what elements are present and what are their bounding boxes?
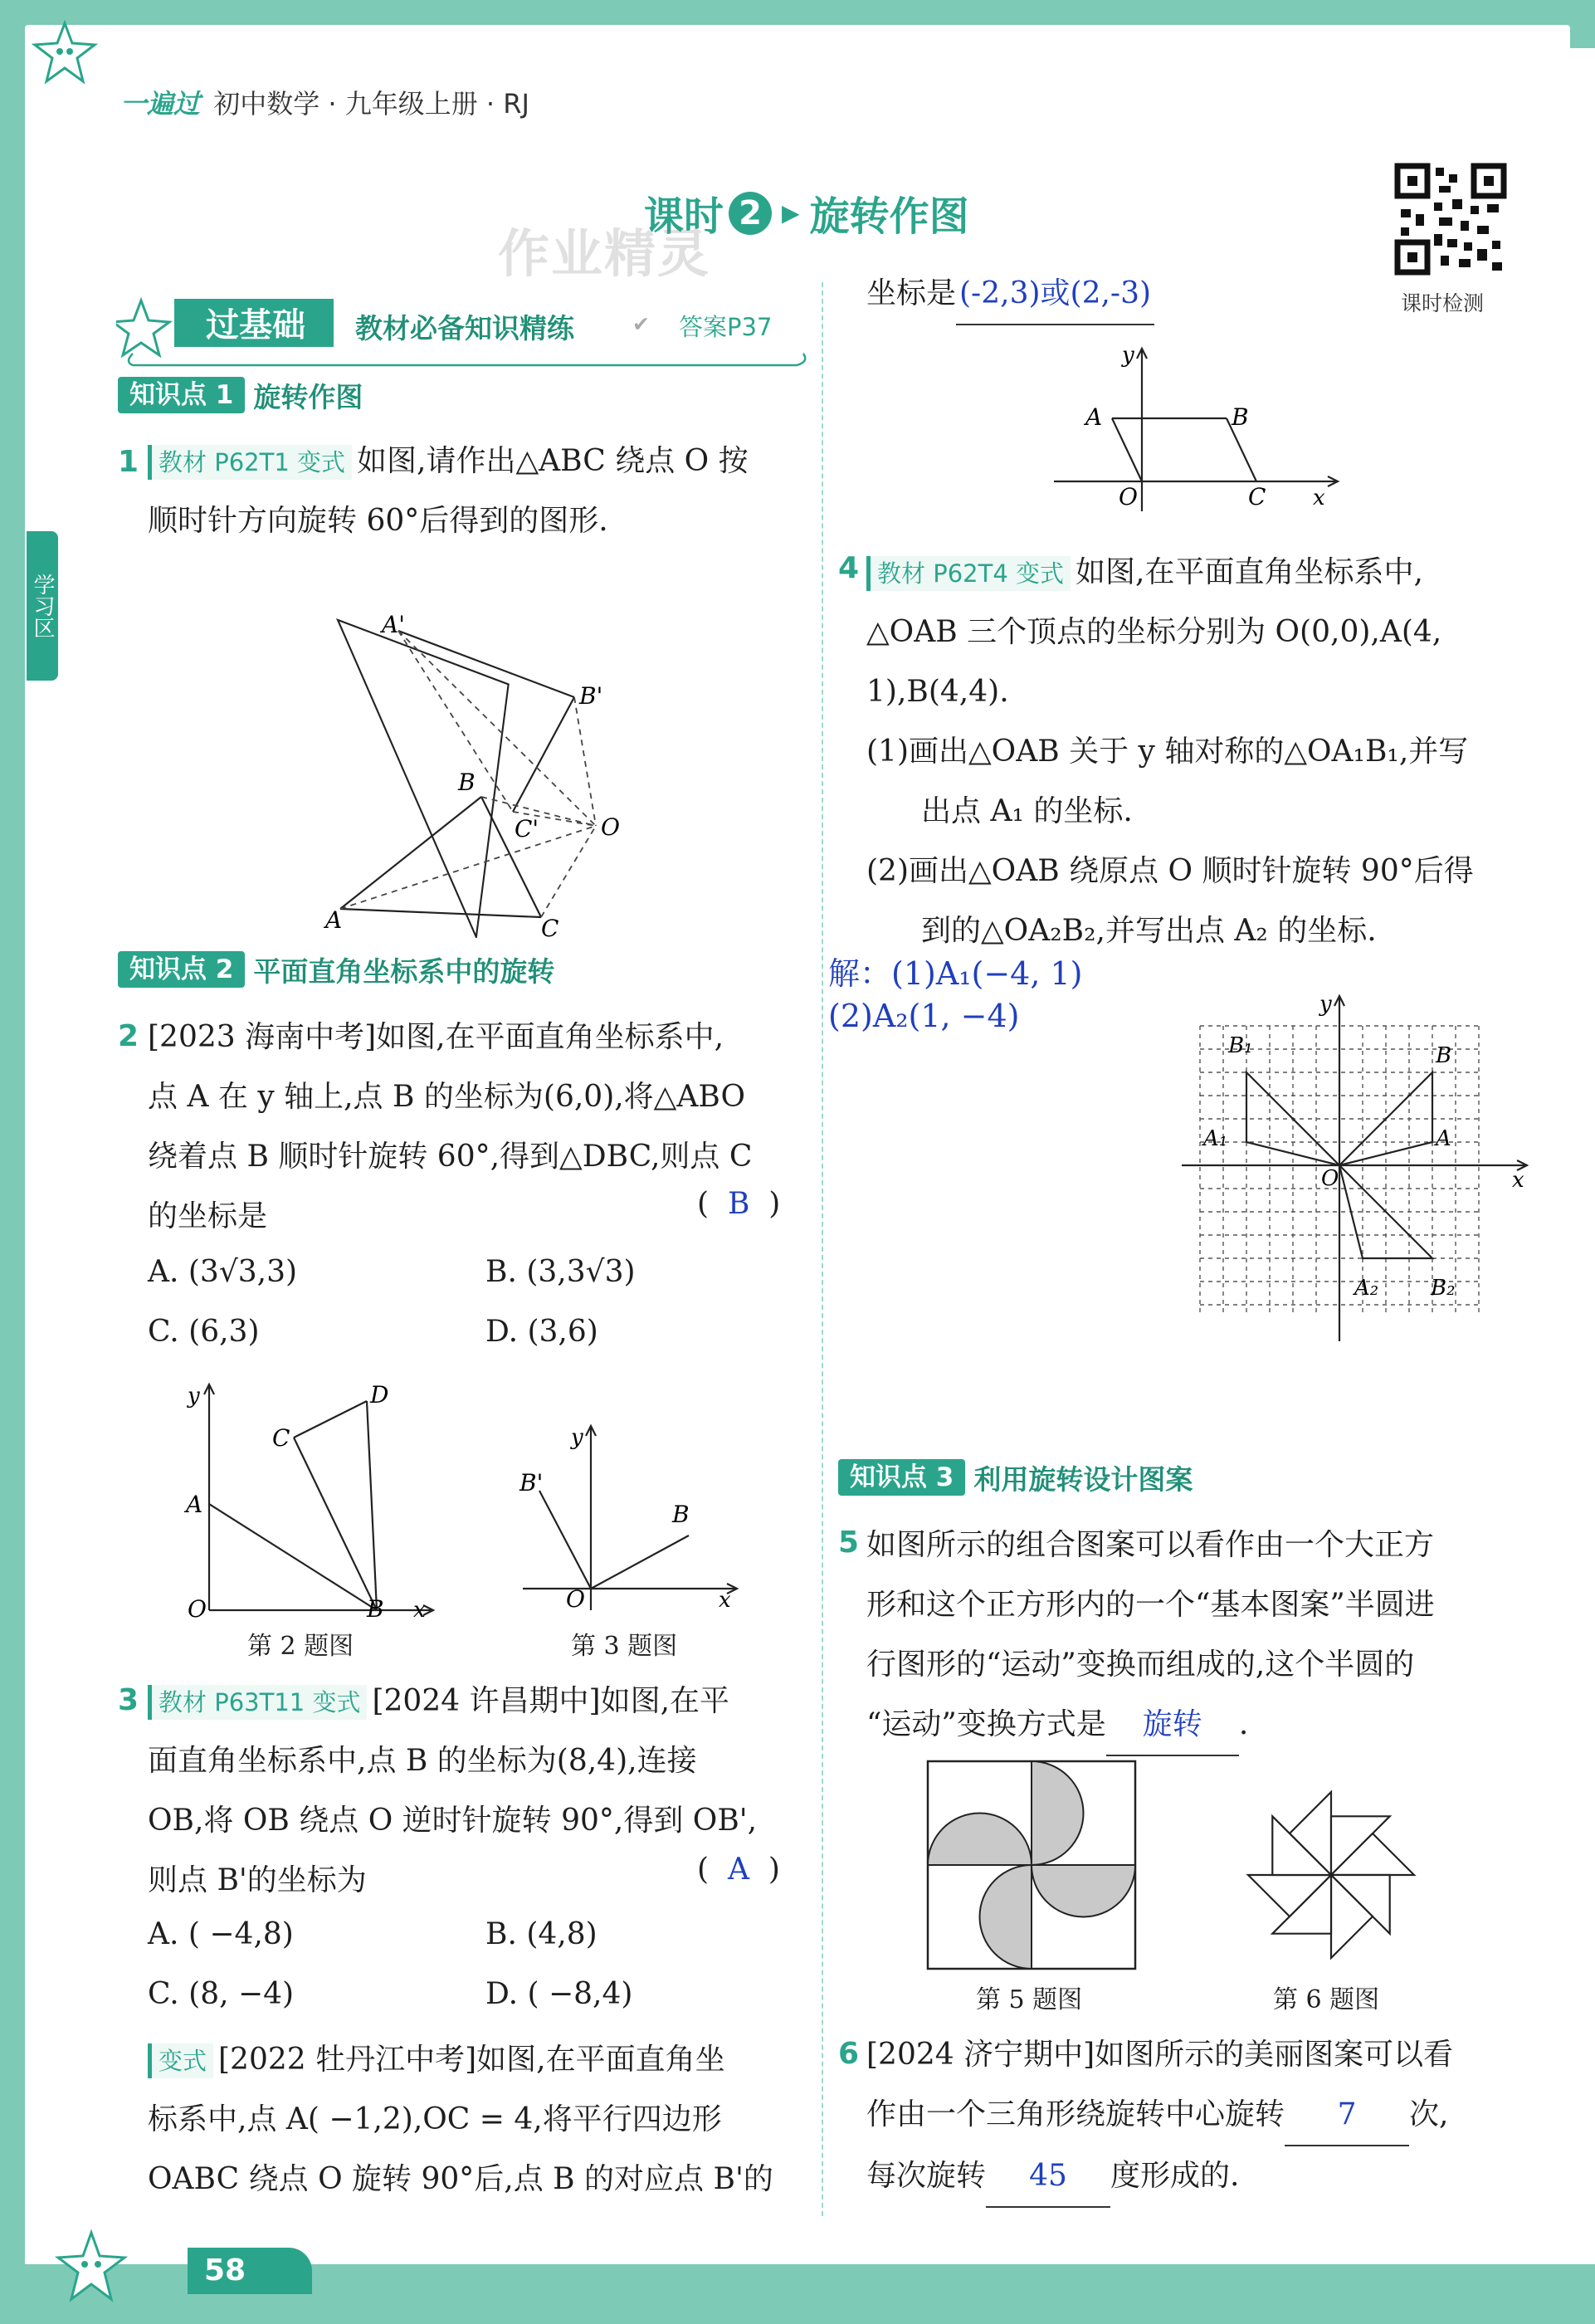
q6-line3-suffix: 度形成的. — [1110, 2159, 1240, 2193]
q3-tag: 教材 P63T11 变式 — [148, 1685, 367, 1720]
variant-line1: [2022 牡丹江中考]如图,在平面直角坐 — [218, 2043, 725, 2077]
q2-line4: 的坐标是 — [148, 1199, 268, 1233]
q2-label-a: A — [186, 1491, 203, 1518]
q4-part1a: (1)画出△OAB 关于 y 轴对称的△OA₁B₁,并写 — [866, 735, 1469, 769]
q3-line2: 面直角坐标系中,点 B 的坐标为(8,4),连接 — [148, 1744, 697, 1778]
q4-label-x: x — [1512, 1168, 1524, 1193]
q1-label-c1: C' — [515, 815, 539, 842]
variant-answer: (-2,3)或(2,-3) — [956, 264, 1154, 325]
q4-line1: 如图,在平面直角坐标系中, — [1076, 555, 1423, 589]
q3-option-d[interactable]: D. ( −8,4) — [485, 1977, 633, 2011]
q2-line2: 点 A 在 y 轴上,点 B 的坐标为(6,0),将△ABO — [148, 1080, 746, 1114]
q5-figure-caption: 第 5 题图 — [976, 1985, 1083, 2014]
lesson-name: 旋转作图 — [809, 193, 969, 240]
q1-line1: 如图,请作出△ABC 绕点 O 按 — [357, 444, 749, 478]
page-number: 58 — [188, 2248, 312, 2294]
kp1-badge: 知识点 1 — [118, 377, 245, 413]
q2-option-b[interactable]: B. (3,3√3) — [485, 1255, 636, 1289]
q4-label-y: y — [1319, 992, 1332, 1017]
footer-star-icon — [51, 2228, 131, 2307]
q2-option-d[interactable]: D. (3,6) — [485, 1315, 598, 1349]
q3-label-o: O — [566, 1585, 585, 1613]
variant-label-x: x — [1313, 486, 1325, 510]
q3-label-b1: B' — [519, 1469, 544, 1496]
q2-label-c: C — [272, 1424, 290, 1452]
q3-line3: OB,将 OB 绕点 O 逆时针旋转 90°,得到 OB', — [148, 1804, 758, 1838]
q4-part2a: (2)画出△OAB 绕原点 O 顺时针旋转 90°后得 — [866, 854, 1474, 888]
variant-line3: OABC 绕点 O 旋转 90°后,点 B 的对应点 B'的 — [148, 2162, 773, 2196]
q2-answer-bracket: ( B ) — [697, 1187, 781, 1221]
check-icon: ✔ — [632, 312, 650, 336]
q2-answer: B — [727, 1187, 750, 1221]
variant-continued — [866, 264, 1154, 325]
q4-label-a1: A₁ — [1203, 1126, 1228, 1151]
variant-label-y: y — [1122, 343, 1134, 368]
q4-label-b1: B₁ — [1228, 1033, 1253, 1058]
q4-text — [866, 543, 1547, 961]
variant-text — [148, 2030, 812, 2209]
knowledge-point-2 — [118, 951, 554, 988]
brand-logo: 一遍过 — [120, 88, 201, 120]
column-divider — [822, 282, 823, 2216]
q2-label-d: D — [370, 1381, 389, 1409]
q6-figure-caption: 第 6 题图 — [1273, 1985, 1380, 2014]
q4-tag: 教材 P62T4 变式 — [866, 556, 1071, 591]
q3-option-a[interactable]: A. ( −4,8) — [148, 1917, 294, 1951]
q3-label-y: y — [571, 1425, 583, 1450]
q1-label-b: B — [458, 769, 476, 796]
q3-option-b[interactable]: B. (4,8) — [485, 1917, 598, 1951]
q3-line4: 则点 B'的坐标为 — [148, 1863, 367, 1897]
q3-option-c[interactable]: C. (8, −4) — [148, 1977, 295, 2011]
q5-text: 如图所示的组合图案可以看作由一个大正方 形和这个正方形内的一个“基本图案”半圆进 行图形的“运动”变换而组成的,这个半圆的 “运动”变换方式是 旋转 . — [866, 1516, 1547, 1756]
q1-label-a1: A' — [382, 611, 405, 638]
q6-line1: [2024 济宁期中]如图所示的美丽图案可以看 — [866, 2038, 1454, 2072]
q1-number: 1 — [118, 445, 139, 479]
q3-answer-bracket: ( A ) — [697, 1853, 780, 1887]
q3-line1: [2024 许昌期中]如图,在平 — [372, 1684, 730, 1718]
variant-line2: 标系中,点 A( −1,2),OC = 4,将平行四边形 — [148, 2102, 722, 2136]
q4-line3: 1),B(4,4). — [866, 675, 1009, 709]
watermark: 作业精灵 — [498, 223, 711, 284]
q4-number: 4 — [838, 551, 860, 585]
book-title: 初中数学 · 九年级上册 · RJ — [213, 88, 529, 120]
variant-label-o: O — [1119, 483, 1138, 510]
q3-answer: A — [727, 1853, 749, 1887]
left-frame — [0, 0, 25, 2324]
header — [120, 83, 529, 121]
q4-grid-figure — [1178, 979, 1544, 1345]
q1-label-a: A — [325, 906, 343, 934]
q4-label-o: O — [1321, 1166, 1339, 1191]
variant-label-a: A — [1085, 403, 1103, 431]
q3-label-b: B — [672, 1501, 690, 1528]
q6-text — [866, 2025, 1547, 2208]
q4-label-b2: B₂ — [1431, 1276, 1456, 1301]
arrow-right-icon: ▶ — [782, 199, 800, 227]
kp2-title: 平面直角坐标系中的旋转 — [253, 954, 555, 988]
variant-figure — [1046, 337, 1344, 520]
variant-line4: 坐标是 — [866, 276, 957, 310]
side-tab[interactable]: 学习区 — [27, 531, 58, 681]
q2-line1: [2023 海南中考]如图,在平面直角坐标系中, — [148, 1020, 724, 1054]
qr-label: 课时检测 — [1401, 291, 1485, 315]
q4-label-b: B — [1436, 1043, 1452, 1068]
q6-line3: 每次旋转 — [866, 2159, 987, 2193]
qr-code-icon[interactable] — [1394, 163, 1507, 276]
variant-label-b: B — [1232, 403, 1249, 431]
section-subtitle: 教材必备知识精练 — [355, 312, 574, 344]
kp2-badge: 知识点 2 — [118, 951, 245, 988]
q2-label-x: x — [413, 1598, 426, 1623]
q2-label-o: O — [188, 1595, 207, 1623]
q1-label-o: O — [601, 813, 620, 841]
q5-line1: 如图所示的组合图案可以看作由一个大正方 — [866, 1528, 1435, 1562]
q1-line2: 顺时针方向旋转 60°后得到的图形. — [148, 504, 608, 538]
kp1-title: 旋转作图 — [253, 380, 363, 413]
lesson-label: 课时 — [644, 193, 724, 240]
q2-label-y: y — [188, 1384, 200, 1409]
q2-option-c[interactable]: C. (6,3) — [148, 1315, 260, 1349]
kp3-badge: 知识点 3 — [838, 1459, 965, 1496]
q6-answer-degrees: 45 — [986, 2146, 1110, 2208]
answer-reference: 答案P37 — [679, 313, 773, 341]
variant-label-c: C — [1248, 483, 1266, 510]
q1-label-c: C — [541, 915, 559, 938]
q5-line3: 行图形的“运动”变换而组成的,这个半圆的 — [866, 1648, 1415, 1682]
q1-text — [148, 432, 812, 551]
q5-line4: “运动”变换方式是 — [866, 1707, 1106, 1741]
q3-label-x: x — [719, 1588, 731, 1613]
q2-figure — [183, 1378, 440, 1627]
q6-figure — [1223, 1780, 1439, 1970]
q6-number: 6 — [838, 2037, 860, 2071]
q2-line3: 绕着点 B 顺时针旋转 60°,得到△DBC,则点 C — [148, 1140, 753, 1174]
q6-line2-suffix: 次, — [1409, 2097, 1449, 2131]
q4-label-a2: A₂ — [1354, 1276, 1379, 1301]
q3-number: 3 — [118, 1683, 139, 1717]
q3-figure-caption: 第 3 题图 — [571, 1632, 678, 1661]
q1-label-b1: B' — [579, 682, 603, 710]
q1-figure — [315, 606, 631, 938]
q5-figure — [926, 1760, 1137, 1970]
lesson-number: 2 — [729, 192, 772, 235]
q4-part2b: 到的△OA₂B₂,并写出点 A₂ 的坐标. — [921, 914, 1377, 948]
q3-figure — [515, 1419, 747, 1618]
section-banner-title: 过基础 — [206, 306, 305, 344]
knowledge-point-1 — [118, 377, 363, 413]
q5-number: 5 — [838, 1526, 860, 1560]
q6-answer-times: 7 — [1285, 2085, 1409, 2146]
q2-label-b: B — [367, 1595, 384, 1623]
q2-figure-caption: 第 2 题图 — [247, 1632, 354, 1661]
q4-line2: △OAB 三个顶点的坐标分别为 O(0,0),A(4, — [866, 615, 1442, 649]
q5-line2: 形和这个正方形内的一个“基本图案”半圆进 — [866, 1588, 1435, 1622]
variant-tag: 变式 — [148, 2043, 213, 2078]
knowledge-point-3 — [838, 1459, 1193, 1496]
mascot-icon — [32, 20, 98, 86]
q2-number: 2 — [118, 1019, 139, 1053]
q1-tag: 教材 P62T1 变式 — [148, 445, 352, 480]
q4-label-a: A — [1436, 1126, 1451, 1151]
q6-line2: 作由一个三角形绕旋转中心旋转 — [866, 2097, 1285, 2131]
kp3-title: 利用旋转设计图案 — [973, 1462, 1193, 1496]
q4-solution-2: (2)A₂(1, −4) — [828, 998, 1020, 1034]
q2-option-a[interactable]: A. (3√3,3) — [148, 1255, 298, 1289]
q5-answer: 旋转 — [1106, 1695, 1239, 1756]
q4-part1b: 出点 A₁ 的坐标. — [921, 794, 1133, 828]
q4-solution-1: 解：(1)A₁(−4, 1) — [828, 955, 1083, 992]
